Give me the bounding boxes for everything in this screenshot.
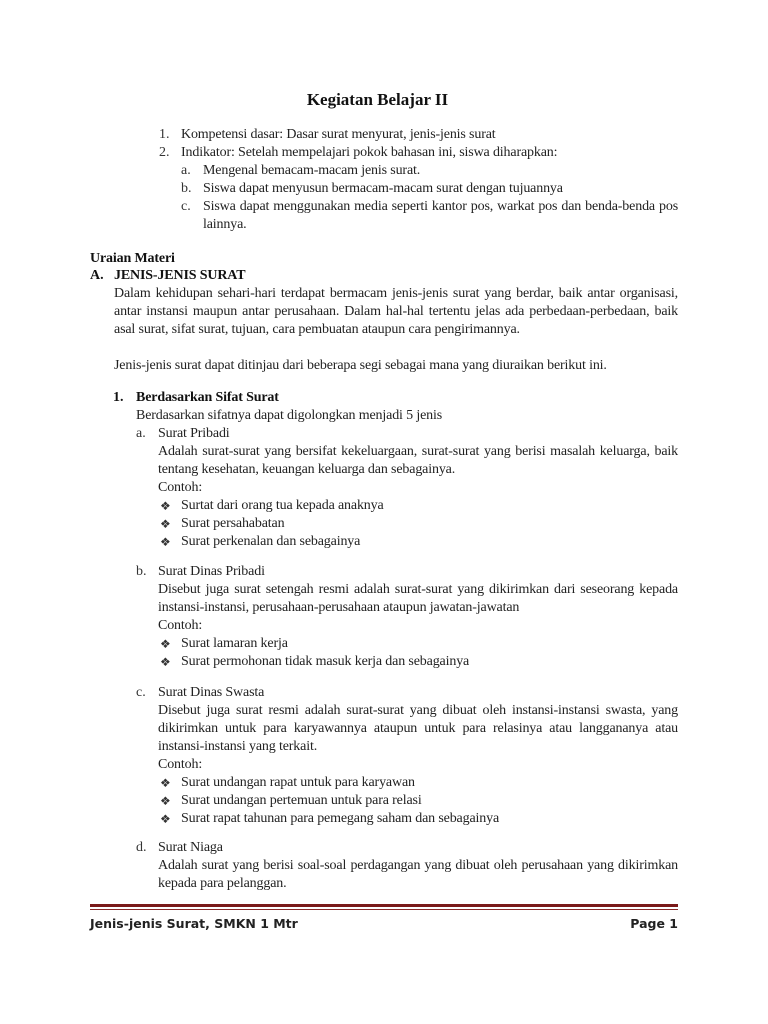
list-letter: a. [136,426,146,441]
footer-document-label: Jenis-jenis Surat, SMKN 1 Mtr [90,916,298,931]
diamond-bullet-icon: ❖ [160,637,171,651]
page-title: Kegiatan Belajar II [306,90,449,109]
list-number: 2. [159,145,170,160]
letter-type-name: Surat Niaga [158,840,223,855]
letter-type-description: Disebut juga surat resmi adalah surat-surat yang dibuat oleh instansi-instansi swasta, yang dikirimkan untuk para karyawannya ataupun untuk para relasinya atau langgananya atau instansi-instansi yang terkait. [158,703,678,754]
example-item: Surat persahabatan [181,516,285,531]
letter-type-name: Surat Dinas Swasta [158,685,265,700]
diamond-bullet-icon: ❖ [160,517,171,531]
list-letter: a. [181,163,191,178]
section-heading: Uraian Materi [90,251,175,266]
list-letter: c. [136,685,146,700]
section-title: JENIS-JENIS SURAT [114,268,246,283]
diamond-bullet-icon: ❖ [160,794,171,808]
diamond-bullet-icon: ❖ [160,499,171,513]
objective-text: Indikator: Setelah mempelajari pokok bahasan ini, siswa diharapkan: [181,145,558,160]
section-letter: A. [90,268,104,283]
footer-rule [90,909,678,910]
example-item: Surtat dari orang tua kepada anaknya [181,498,384,513]
diamond-bullet-icon: ❖ [160,812,171,826]
objective-text: Kompetensi dasar: Dasar surat menyurat, jenis-jenis surat [181,127,496,142]
example-label: Contoh: [158,480,203,495]
example-item: Surat perkenalan dan sebagainya [181,534,361,549]
letter-type-name: Surat Pribadi [158,426,230,441]
example-item: Surat undangan pertemuan untuk para relasi [181,793,422,808]
footer-rule [90,904,678,907]
indicator-text: Siswa dapat menyusun bermacam-macam surat dengan tujuannya [203,181,563,196]
letter-type-description: Adalah surat yang berisi soal-soal perdagangan yang dibuat oleh perusahaan yang dikirimkan kepada para pelanggan. [158,858,678,891]
example-item: Surat lamaran kerja [181,636,288,651]
letter-type-name: Surat Dinas Pribadi [158,564,265,579]
subsection-number: 1. [113,390,124,405]
example-item: Surat rapat tahunan para pemegang saham dan sebagainya [181,811,500,826]
indicator-text: Siswa dapat menggunakan media seperti kantor pos, warkat pos dan benda-benda pos lainnya. [203,199,678,232]
section-paragraph: Dalam kehidupan sehari-hari terdapat bermacam jenis-jenis surat yang berdar, baik antar organisasi, antar instansi maupun antar perusahaan. Dalam hal-hal tertentu jelas ada perbedaan-perbedaan, baik asal surat, sifat surat, tujuan, cara pembuatan ataupun cara pengirimannya. [114,286,678,337]
list-letter: c. [181,199,191,214]
diamond-bullet-icon: ❖ [160,655,171,669]
example-item: Surat undangan rapat untuk para karyawan [181,775,415,790]
diamond-bullet-icon: ❖ [160,535,171,549]
diamond-bullet-icon: ❖ [160,776,171,790]
example-label: Contoh: [158,618,203,633]
subsection-title: Berdasarkan Sifat Surat [136,390,279,405]
list-letter: d. [136,840,147,855]
subsection-intro: Berdasarkan sifatnya dapat digolongkan menjadi 5 jenis [136,408,443,423]
letter-type-description: Adalah surat-surat yang bersifat kekeluargaan, surat-surat yang berisi masalah keluarga, baik tentang kesehatan, keuangan keluarga dan sebagainya. [158,444,678,477]
example-label: Contoh: [158,757,203,772]
list-letter: b. [136,564,147,579]
list-number: 1. [159,127,170,142]
section-paragraph-2: Jenis-jenis surat dapat ditinjau dari beberapa segi sebagai mana yang diuraikan berikut ini. [114,358,607,373]
indicator-text: Mengenal bemacam-macam jenis surat. [203,163,421,178]
footer-page-number: Page 1 [630,916,678,931]
letter-type-description: Disebut juga surat setengah resmi adalah surat-surat yang dikirimkan dari seseorang kepada instansi-instansi, perusahaan-perusahaan ataupun jawatan-jawatan [158,582,678,615]
list-letter: b. [181,181,192,196]
example-item: Surat permohonan tidak masuk kerja dan sebagainya [181,654,470,669]
